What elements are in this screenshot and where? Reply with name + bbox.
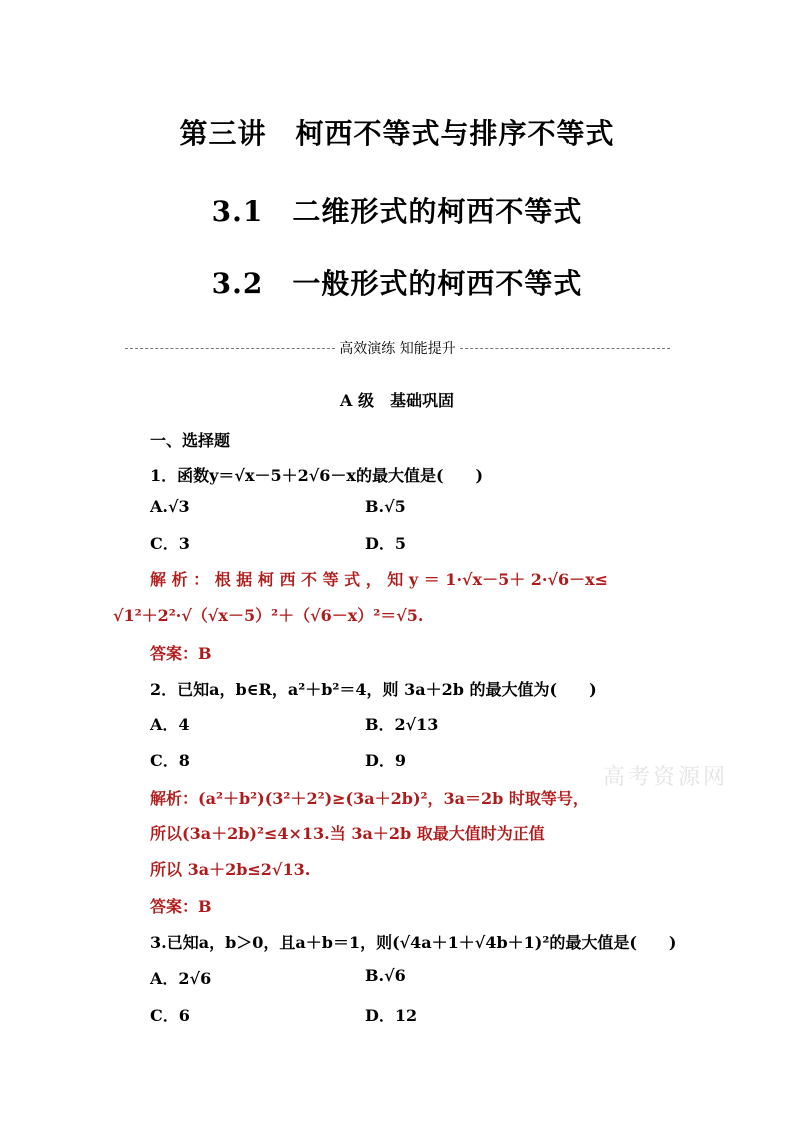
- q2-solution-line2: 所以(3a＋2b)²≤4×13.当 3a＋2b 取最大值时为正值: [150, 824, 545, 843]
- q2-option-c: C．8: [150, 751, 190, 770]
- chapter-title: 第三讲 柯西不等式与排序不等式: [179, 117, 615, 150]
- section-title-3-1: 3.1 二维形式的柯西不等式: [211, 195, 583, 228]
- section-title-3-2: 3.2 一般形式的柯西不等式: [211, 267, 583, 300]
- q2-option-d: D．9: [365, 751, 407, 770]
- q1-answer-label: 答案：: [150, 644, 199, 663]
- q1-option-d: D．5: [365, 534, 407, 553]
- q2-option-a: A．4: [150, 715, 190, 734]
- section-heading: 一、选择题: [150, 431, 231, 450]
- q2-solution-line3: 所以 3a＋2b≤2√13.: [150, 860, 311, 879]
- q1-solution-line1: [150, 567, 608, 590]
- q3-option-a: A．2√6: [150, 969, 212, 988]
- q1-solution-label: 解 析 ：: [150, 570, 210, 589]
- q2-option-b: B．2√13: [365, 715, 439, 734]
- q3-option-c: C．6: [150, 1006, 190, 1025]
- q1-option-c: C．3: [150, 534, 190, 553]
- banner-text: 高效演练 知能提升: [339, 341, 456, 357]
- q1-option-b: B.√5: [365, 497, 406, 516]
- banner-right-rule: [460, 348, 670, 349]
- q3-option-b: B.√6: [365, 966, 406, 985]
- q2-answer-value: B: [198, 897, 212, 916]
- q1-option-a: A.√3: [150, 497, 190, 516]
- q3-stem: 3.已知a，b＞0，且a＋b＝1，则(√4a＋1＋√4b＋1)²的最大值是( ): [150, 933, 677, 952]
- q1-solution-text1: 根 据 柯 西 不 等 式 ， 知 y ＝ 1·√x－5＋ 2·√6－x≤: [214, 570, 609, 589]
- q2-solution-text1: (a²＋b²)(3²＋2²)≥(3a＋2b)²，3a＝2b 时取等号，: [198, 789, 589, 808]
- q2-answer: [150, 894, 212, 917]
- q1-answer-value: B: [198, 644, 212, 663]
- q1-answer: [150, 641, 212, 664]
- q1-stem: 1．函数y＝√x－5＋2√6－x的最大值是( ): [150, 466, 484, 485]
- q3-option-d: D．12: [365, 1006, 418, 1025]
- level-heading: A 级 基础巩固: [340, 391, 454, 410]
- q2-stem: 2．已知a，b∈R，a²＋b²＝4，则 3a＋2b 的最大值为( ): [150, 680, 597, 699]
- banner-left-rule: [125, 348, 335, 349]
- watermark: 高考资源网: [603, 765, 729, 790]
- q1-solution-line2: √1²＋2²·√（√x－5）²＋（√6－x）²＝√5.: [113, 606, 424, 625]
- q2-solution-line1: [150, 786, 589, 809]
- practice-banner: [125, 338, 670, 358]
- q2-answer-label: 答案：: [150, 897, 199, 916]
- q2-solution-label: 解析：: [150, 789, 199, 808]
